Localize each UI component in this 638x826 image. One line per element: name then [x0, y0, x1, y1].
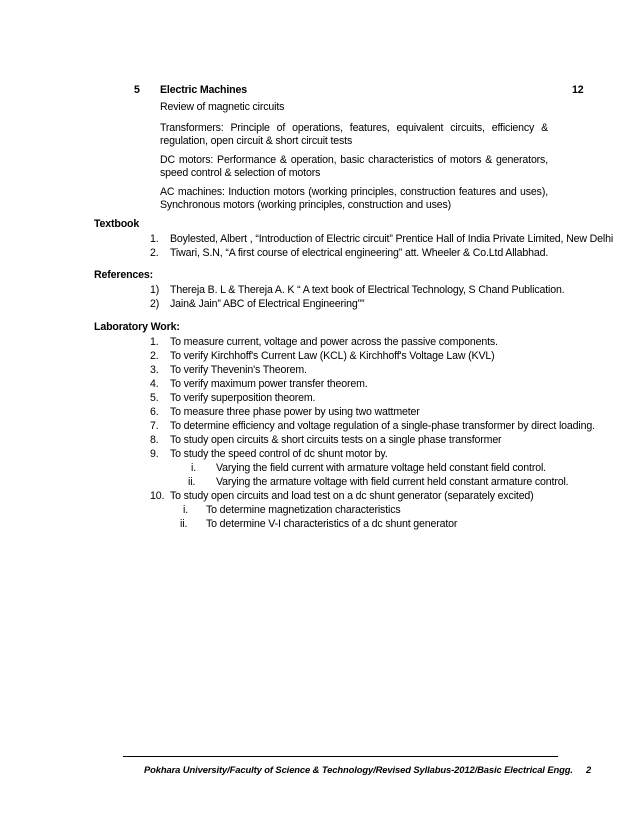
list-item-number: 2)	[150, 298, 160, 310]
page-number: 2	[586, 764, 592, 775]
sub-item-number: ii.	[188, 476, 196, 488]
list-item-number: 10.	[150, 490, 165, 502]
lab-item: To verify superposition theorem.	[170, 392, 316, 404]
sub-item-number: i.	[191, 462, 196, 474]
lab-sub-item: To determine magnetization characteristics	[206, 504, 401, 516]
lab-item: To study open circuits & short circuits tests on a single phase transformer	[170, 434, 502, 446]
lab-item: To measure three phase power by using two wattmeter	[170, 406, 420, 418]
list-item-number: 8.	[150, 434, 159, 446]
list-item-number: 4.	[150, 378, 159, 390]
textbook-item: Tiwari, S.N, “A first course of electrical engineering” att. Wheeler & Co.Ltd Allabhad.	[170, 247, 549, 259]
reference-item: Thereja B. L & Thereja A. K “ A text book of Electrical Technology, S Chand Publication.	[170, 284, 565, 296]
lab-sub-item: To determine V-I characteristics of a dc shunt generator	[206, 518, 458, 530]
list-item-number: 5.	[150, 392, 159, 404]
list-item-number: 3.	[150, 364, 159, 376]
unit-paragraph: Transformers: Principle of operations, features, equivalent circuits, efficiency & regulation, open circuit & short circuit tests	[160, 122, 548, 147]
lab-item: To measure current, voltage and power across the passive components.	[170, 336, 498, 348]
lab-heading: Laboratory Work:	[94, 321, 180, 333]
unit-paragraph: AC machines: Induction motors (working principles, construction features and uses), Synchronous motors (working principles, construction and uses)	[160, 186, 548, 211]
footer-rule	[123, 756, 558, 757]
lab-item: To determine efficiency and voltage regulation of a single-phase transformer by direct loading.	[170, 420, 595, 432]
textbook-heading: Textbook	[94, 218, 140, 230]
unit-number: 5	[134, 84, 140, 96]
unit-hours: 12	[572, 84, 584, 96]
lab-item: To verify maximum power transfer theorem.	[170, 378, 368, 390]
reference-item: Jain& Jain” ABC of Electrical Engineering””	[170, 298, 365, 310]
list-item-number: 1.	[150, 336, 159, 348]
list-item-number: 1)	[150, 284, 160, 296]
list-item-number: 2.	[150, 247, 159, 259]
lab-item: To study open circuits and load test on a dc shunt generator (separately excited)	[170, 490, 534, 502]
list-item-number: 6.	[150, 406, 159, 418]
unit-paragraph: DC motors: Performance & operation, basic characteristics of motors & generators, speed control & selection of motors	[160, 154, 548, 179]
sub-item-number: ii.	[180, 518, 188, 530]
list-item-number: 1.	[150, 233, 159, 245]
lab-sub-item: Varying the armature voltage with field current held constant armature control.	[216, 476, 569, 488]
unit-paragraph: Review of magnetic circuits	[160, 101, 285, 113]
lab-item: To verify Thevenin's Theorem.	[170, 364, 307, 376]
lab-sub-item: Varying the field current with armature voltage held constant field control.	[216, 462, 546, 474]
references-heading: References:	[94, 269, 154, 281]
lab-item: To verify Kirchhoff's Current Law (KCL) & Kirchhoff's Voltage Law (KVL)	[170, 350, 495, 362]
lab-item: To study the speed control of dc shunt motor by.	[170, 448, 388, 460]
sub-item-number: i.	[183, 504, 188, 516]
unit-title: Electric Machines	[160, 84, 247, 96]
list-item-number: 9.	[150, 448, 159, 460]
footer-text: Pokhara University/Faculty of Science & Technology/Revised Syllabus-2012/Basic Electrical Engg.	[144, 764, 573, 775]
textbook-item: Boylested, Albert , “Introduction of Electric circuit” Prentice Hall of India Private Limited, New Delhi	[170, 233, 614, 245]
list-item-number: 7.	[150, 420, 159, 432]
list-item-number: 2.	[150, 350, 159, 362]
